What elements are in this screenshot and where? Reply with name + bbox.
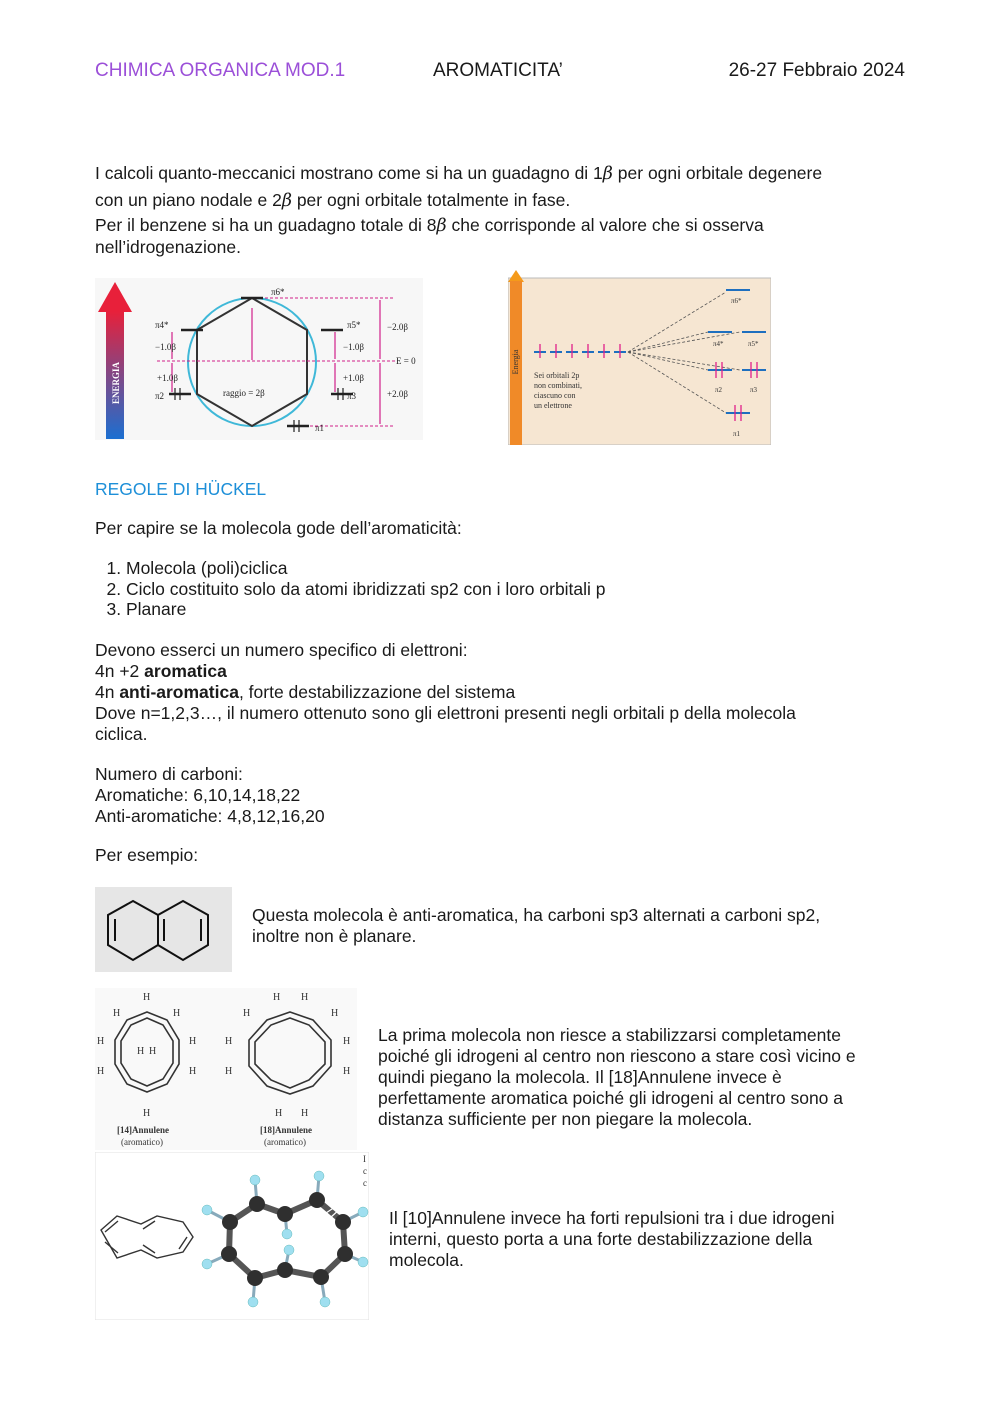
svg-text:ciascuno con: ciascuno con (534, 391, 576, 400)
svg-text:π3: π3 (750, 386, 758, 394)
rule-item: 2. Ciclo costituito solo da atomi ibridizzati sp2 con i loro orbitali p (126, 579, 606, 600)
svg-text:H: H (301, 1108, 309, 1119)
svg-text:π1: π1 (315, 423, 325, 433)
svg-text:non combinati,: non combinati, (534, 381, 582, 390)
svg-text:+1.0β: +1.0β (157, 373, 178, 383)
svg-text:H: H (137, 1046, 145, 1057)
svg-text:π4*: π4* (713, 340, 724, 348)
benzene-mo-diagram (95, 278, 423, 440)
svg-text:π5*: π5* (347, 320, 361, 330)
svg-text:π3: π3 (347, 391, 357, 401)
label-14-annulene: [14]Annulene (117, 1125, 170, 1135)
huckel-title: REGOLE DI HÜCKEL (95, 479, 267, 499)
energy-axis-label: Energia (511, 349, 520, 375)
label-18-annulene: [18]Annulene (260, 1125, 313, 1135)
svg-text:H: H (113, 1008, 121, 1019)
svg-text:E = 0: E = 0 (396, 356, 416, 366)
svg-text:H: H (173, 1008, 181, 1019)
svg-text:I: I (363, 1154, 366, 1164)
date: 26-27 Febbraio 2024 (728, 60, 905, 81)
svg-text:H: H (143, 1108, 151, 1119)
svg-text:+1.0β: +1.0β (343, 373, 364, 383)
carbons-paragraph: Numero di carboni: Aromatiche: 6,10,14,18,22 Anti-aromatiche: 4,8,12,16,20 (95, 764, 325, 826)
annulene-10-structures (95, 1152, 369, 1320)
svg-text:π6*: π6* (731, 297, 742, 305)
example-label: Per esempio: (95, 845, 199, 865)
svg-text:H: H (273, 992, 281, 1003)
svg-text:−2.0β: −2.0β (387, 322, 408, 332)
svg-text:π6*: π6* (271, 287, 285, 297)
svg-text:−1.0β: −1.0β (155, 342, 176, 352)
example2-text: La prima molecola non riesce a stabilizzarsi completamente poiché gli idrogeni al centro non riescono a stare così vicino e quindi piegano la molecola. Il [18]Annulene invece è perfettamente aromatica poiché gli idrogeni al centro sono a distanza sufficiente per non piegare la molecola. (378, 1025, 856, 1129)
svg-text:c: c (363, 1178, 367, 1188)
svg-text:un elettrone: un elettrone (534, 401, 572, 410)
svg-text:H: H (225, 1036, 233, 1047)
svg-text:π5*: π5* (748, 340, 759, 348)
svg-text:π2: π2 (715, 386, 723, 394)
svg-text:H: H (243, 1008, 251, 1019)
svg-text:H: H (275, 1108, 283, 1119)
intro-paragraph: I calcoli quanto-meccanici mostrano come si ha un guadagno di 1β per ogni orbitale degenere con un piano nodale e 2β per ogni orbitale totalmente in fase. Per il benzene si ha un guadagno totale di 8β che corrisponde al valore che si osserva nell’idrogenazione. (95, 163, 823, 257)
svg-text:(aromatico): (aromatico) (121, 1137, 163, 1147)
svg-text:(aromatico): (aromatico) (264, 1137, 306, 1147)
svg-text:H: H (343, 1066, 351, 1077)
example1-text: Questa molecola è anti-aromatica, ha carboni sp3 alternati a carboni sp2, inoltre non è planare. (252, 905, 821, 946)
energy-axis-label: ENERGIA (111, 361, 121, 405)
topic-title: AROMATICITA’ (433, 60, 563, 81)
svg-text:H: H (143, 992, 151, 1003)
annulene-14-18-structures (95, 988, 357, 1150)
rule-item: 1. Molecola (poli)ciclica (126, 558, 606, 579)
rule-item: 3. Planare (126, 599, 606, 620)
svg-text:−1.0β: −1.0β (343, 342, 364, 352)
svg-text:c: c (363, 1166, 367, 1176)
course-title: CHIMICA ORGANICA MOD.1 (95, 60, 346, 81)
huckel-rules-list (95, 558, 606, 620)
svg-text:H: H (97, 1066, 105, 1077)
svg-text:H: H (189, 1036, 197, 1047)
dihydronaphthalene-structure (95, 887, 232, 972)
example3-text: Il [10]Annulene invece ha forti repulsioni tra i due idrogeni interni, questo porta a una forte destabilizzazione della molecola. (389, 1208, 835, 1270)
svg-text:H: H (149, 1046, 157, 1057)
svg-text:raggio = 2β: raggio = 2β (223, 388, 265, 398)
huckel-question: Per capire se la molecola gode dell’aromaticità: (95, 518, 462, 538)
orbital-combination-diagram (508, 270, 771, 445)
electrons-paragraph: Devono esserci un numero specifico di elettroni: 4n +2 aromatica 4n anti-aromatica, forte destabilizzazione del sistema Dove n=1,2,3…, il numero ottenuto sono gli elettroni presenti negli orbitali p della molecola ciclica. (95, 640, 796, 744)
svg-text:π4*: π4* (155, 320, 169, 330)
svg-text:π2: π2 (155, 391, 165, 401)
svg-text:+2.0β: +2.0β (387, 389, 408, 399)
svg-text:H: H (225, 1066, 233, 1077)
svg-text:Sei orbitali 2p: Sei orbitali 2p (534, 371, 580, 380)
svg-text:H: H (331, 1008, 339, 1019)
svg-text:H: H (301, 992, 309, 1003)
svg-text:H: H (343, 1036, 351, 1047)
svg-text:H: H (189, 1066, 197, 1077)
svg-text:H: H (97, 1036, 105, 1047)
svg-text:π1: π1 (733, 430, 741, 438)
